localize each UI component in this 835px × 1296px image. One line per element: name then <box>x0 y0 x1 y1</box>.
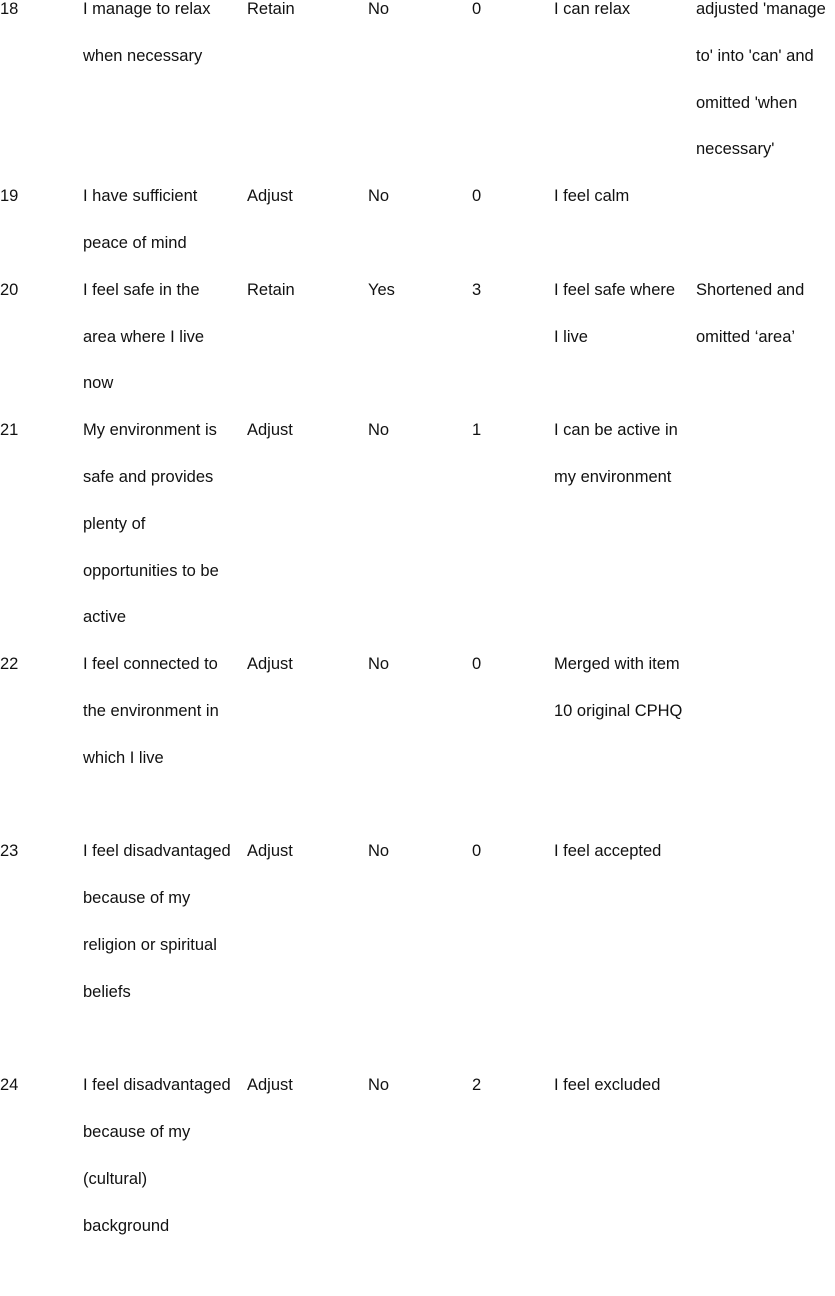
original-item-text: I feel safe in the area where I live now <box>83 280 205 393</box>
count: 2 <box>472 1076 482 1095</box>
table-row <box>0 1062 835 1296</box>
original-item-text: I feel disadvantaged because of my (cultural) background <box>83 1076 231 1235</box>
table-row <box>0 407 835 641</box>
original-item-text: I manage to relax when necessary <box>83 0 211 65</box>
table-row <box>0 828 835 1062</box>
table-row <box>0 173 835 267</box>
changed: No <box>368 1076 390 1095</box>
remark: Shortened and omitted ‘area’ <box>696 280 805 346</box>
changed: No <box>368 842 390 861</box>
item-number: 18 <box>0 0 19 18</box>
decision: Adjust <box>247 187 293 206</box>
original-item-text: I feel connected to the environment in which I live <box>83 655 219 767</box>
remark: adjusted 'manage to' into 'can' and omitted 'when necessary' <box>696 0 826 159</box>
count: 0 <box>472 842 482 861</box>
original-item-text: My environment is safe and provides plenty of opportunities to be active <box>83 421 219 627</box>
changed: No <box>368 655 390 674</box>
decision: Adjust <box>247 421 293 440</box>
table-row <box>0 0 835 173</box>
changed: No <box>368 0 390 18</box>
new-item-text: Merged with item 10 original CPHQ <box>554 655 683 720</box>
decision: Adjust <box>247 655 293 674</box>
original-item-text: I have sufficient peace of mind <box>83 187 198 252</box>
changed: No <box>368 187 390 206</box>
new-item-text: I feel excluded <box>554 1076 661 1095</box>
new-item-text: I can be active in my environment <box>554 421 678 486</box>
table-row <box>0 641 835 828</box>
new-item-text: I can relax <box>554 0 631 18</box>
table-row <box>0 267 835 407</box>
item-number: 24 <box>0 1076 19 1095</box>
item-number: 21 <box>0 421 19 440</box>
decision: Adjust <box>247 842 293 861</box>
count: 0 <box>472 187 482 206</box>
count: 0 <box>472 655 482 674</box>
count: 0 <box>472 0 482 18</box>
item-number: 23 <box>0 842 19 861</box>
new-item-text: I feel safe where I live <box>554 280 676 346</box>
decision: Retain <box>247 0 295 18</box>
item-number: 19 <box>0 187 19 206</box>
new-item-text: I feel calm <box>554 187 630 206</box>
count: 1 <box>472 421 482 440</box>
item-number: 22 <box>0 655 19 674</box>
original-item-text: I feel disadvantaged because of my religion or spiritual beliefs <box>83 842 231 1001</box>
item-number: 20 <box>0 280 19 299</box>
changed: Yes <box>368 280 395 299</box>
decision: Retain <box>247 280 295 299</box>
new-item-text: I feel accepted <box>554 842 662 861</box>
decision: Adjust <box>247 1076 293 1095</box>
changed: No <box>368 421 390 440</box>
count: 3 <box>472 280 482 299</box>
